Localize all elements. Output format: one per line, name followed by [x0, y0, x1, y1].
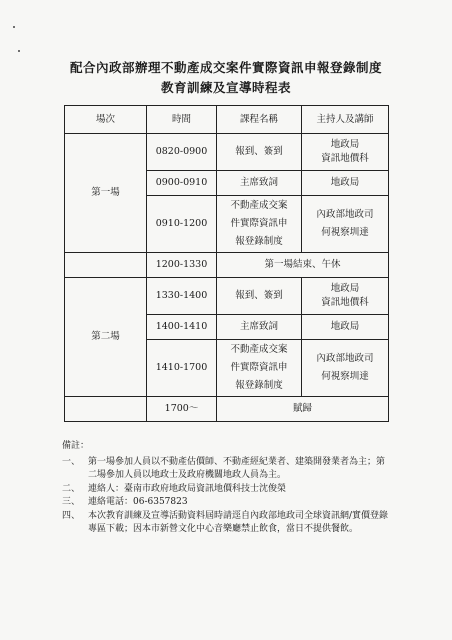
- session-label: 第一場: [65, 134, 147, 253]
- time-cell: 1400-1410: [147, 315, 217, 340]
- note-item: 一、 第一場參加人員以不動產估價師、不動產經紀業者、建築開發業者為主；第二場參加人員以地政士及政府機關地政人員為主。: [62, 456, 386, 480]
- time-cell: 1330-1400: [147, 278, 217, 315]
- host-cell: 內政部地政司 何視察圳達: [302, 196, 389, 253]
- host-cell: 地政局: [302, 171, 389, 196]
- course-cell: 主席致詞: [217, 315, 302, 340]
- header-host: 主持人及講師: [302, 106, 389, 134]
- course-cell: 報到、簽到: [217, 278, 302, 315]
- host-cell: 地政局 資訊地價科: [302, 134, 389, 171]
- header-session: 場次: [65, 106, 147, 134]
- table-row: [65, 134, 389, 171]
- end-cell: 賦歸: [217, 397, 389, 422]
- header-course: 課程名稱: [217, 106, 302, 134]
- host-cell: 內政部地政司 何視察圳達: [302, 340, 389, 397]
- note-item: 三、 連絡電話：06-6357823: [62, 497, 188, 507]
- session-label: 第二場: [65, 278, 147, 397]
- notes-section: [62, 440, 392, 537]
- table-header-row: [65, 106, 389, 134]
- time-cell: 0910-1200: [147, 196, 217, 253]
- time-cell: 1200-1330: [147, 253, 217, 278]
- table-row: [65, 278, 389, 315]
- document-subtitle: 教育訓練及宣導時程表: [160, 80, 291, 95]
- table-row: [65, 253, 389, 278]
- time-cell: 0820-0900: [147, 134, 217, 171]
- note-item: 二、 連絡人：臺南市政府地政局資訊地價科技士沈俊榮: [62, 483, 287, 494]
- schedule-table: [64, 105, 389, 422]
- host-cell: 地政局 資訊地價科: [302, 278, 389, 315]
- time-cell: 1700～: [147, 397, 217, 422]
- course-cell: 不動產成交案 件實際資訊申 報登錄制度: [217, 196, 302, 253]
- time-cell: 1410-1700: [147, 340, 217, 397]
- note-item: 四、 本次教育訓練及宣導活動資料屆時請逕自內政部地政司全球資訊網/實價登錄專區下載；因本市新營文化中心音樂廳禁止飲食，當日不提供餐飲。: [62, 510, 389, 534]
- time-cell: 0900-0910: [147, 171, 217, 196]
- scan-speck: [18, 50, 20, 52]
- course-cell: 主席致詞: [217, 171, 302, 196]
- notes-heading: 備註：: [62, 441, 90, 451]
- table-row: [65, 397, 389, 422]
- header-time: 時間: [147, 106, 217, 134]
- break-cell: 第一場結束、午休: [217, 253, 389, 278]
- course-cell: 不動產成交案 件實際資訊申 報登錄制度: [217, 340, 302, 397]
- course-cell: 報到、簽到: [217, 134, 302, 171]
- scan-speck: [13, 26, 15, 28]
- document-title: 配合內政部辦理不動產成交案件實際資訊申報登錄制度: [69, 60, 382, 75]
- host-cell: 地政局: [302, 315, 389, 340]
